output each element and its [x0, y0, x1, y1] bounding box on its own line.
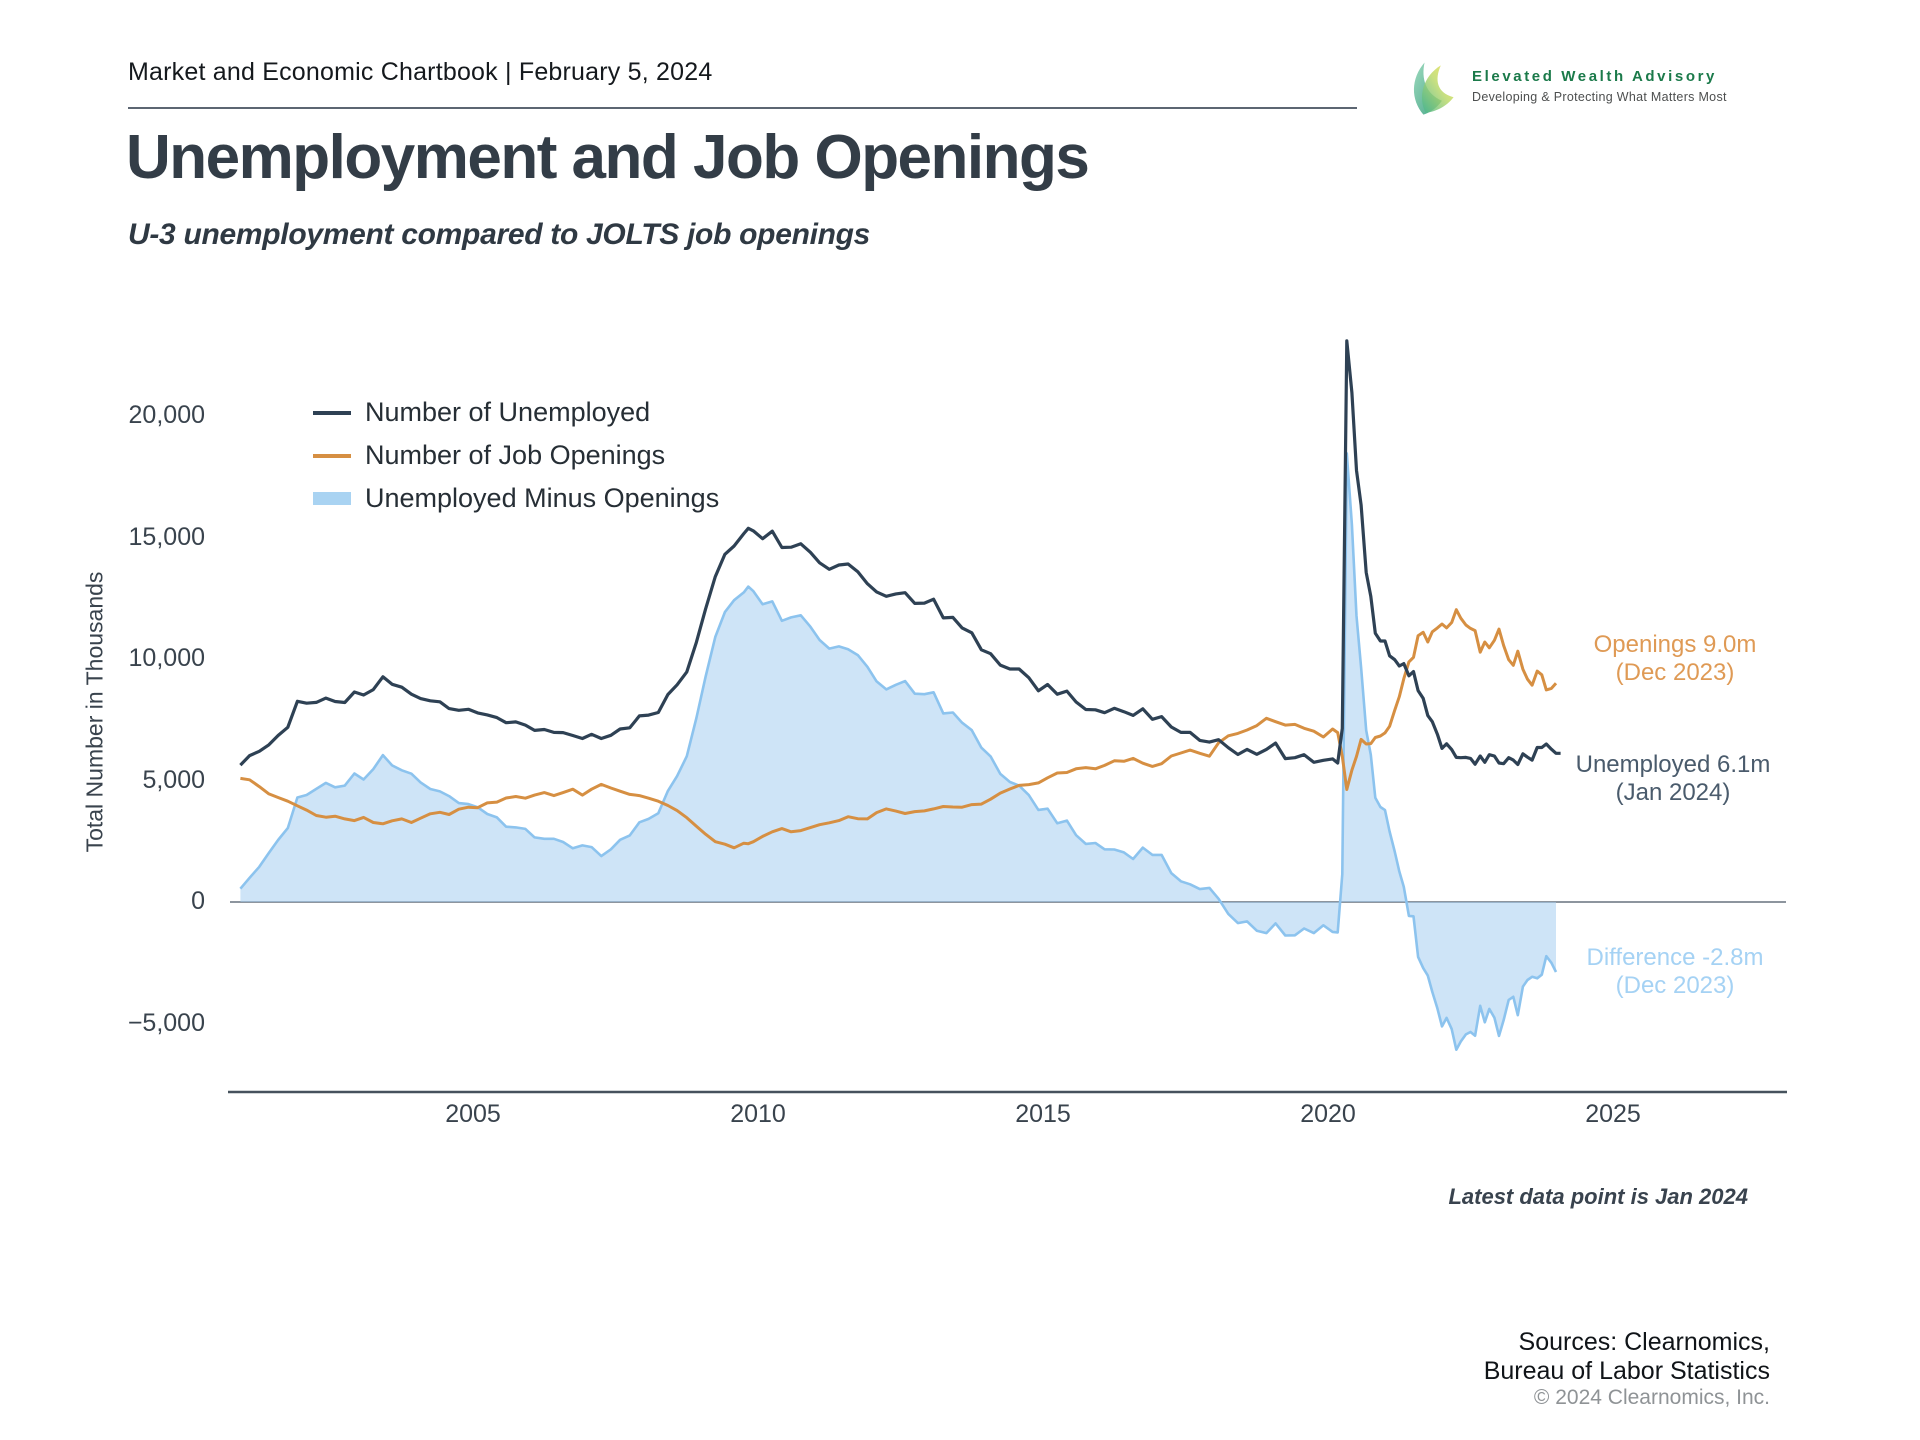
logo-company-name: Elevated Wealth Advisory [1472, 68, 1717, 85]
chart-legend [313, 391, 719, 520]
x-tick-label: 2015 [1015, 1100, 1071, 1128]
legend-item-label: Number of Unemployed [365, 397, 651, 427]
annotation-unemployed [1543, 751, 1803, 807]
page-subtitle: U-3 unemployment compared to JOLTS job openings [128, 218, 871, 251]
legend-item [313, 434, 719, 477]
legend-item-label: Number of Job Openings [365, 440, 666, 470]
y-tick-label: −5,000 [127, 1008, 205, 1037]
legend-item-label: Unemployed Minus Openings [365, 483, 720, 513]
annotation-openings-line2: (Dec 2023) [1615, 659, 1735, 686]
y-tick-label: 20,000 [128, 401, 205, 429]
legend-swatch-line [313, 454, 351, 458]
annotation-difference-line2: (Dec 2023) [1615, 972, 1735, 999]
copyright-note: © 2024 Clearnomics, Inc. [1533, 1386, 1770, 1409]
annotation-openings [1545, 631, 1805, 687]
y-tick-label: 0 [191, 887, 205, 915]
x-tick-label: 2010 [730, 1100, 786, 1128]
legend-swatch-area [313, 492, 351, 505]
sources-line2: Bureau of Labor Statistics [1483, 1357, 1770, 1385]
latest-data-note: Latest data point is Jan 2024 [1448, 1184, 1748, 1209]
y-tick-label: 15,000 [128, 522, 205, 551]
legend-item [313, 391, 719, 434]
y-tick-label: 10,000 [128, 644, 205, 672]
page-title: Unemployment and Job Openings [126, 123, 1089, 192]
annotation-unemployed-line1: Unemployed 6.1m [1575, 751, 1771, 778]
sources-note [1484, 1328, 1770, 1386]
legend-item [313, 477, 719, 520]
report-kicker: Market and Economic Chartbook | February 5, 2024 [128, 58, 713, 86]
logo-tagline: Developing & Protecting What Matters Most [1472, 90, 1727, 104]
annotation-unemployed-line2: (Jan 2024) [1615, 779, 1731, 806]
x-tick-label: 2005 [445, 1100, 501, 1128]
x-tick-label: 2020 [1300, 1100, 1356, 1128]
x-tick-label: 2025 [1585, 1100, 1641, 1128]
y-tick-label: 5,000 [142, 765, 205, 794]
sources-line1: Sources: Clearnomics, [1518, 1328, 1770, 1356]
legend-swatch-line [313, 411, 351, 415]
annotation-difference [1545, 944, 1805, 1000]
y-axis-title: Total Number in Thousands [81, 571, 108, 853]
annotation-openings-line1: Openings 9.0m [1593, 631, 1757, 658]
annotation-difference-line1: Difference -2.8m [1586, 944, 1764, 971]
